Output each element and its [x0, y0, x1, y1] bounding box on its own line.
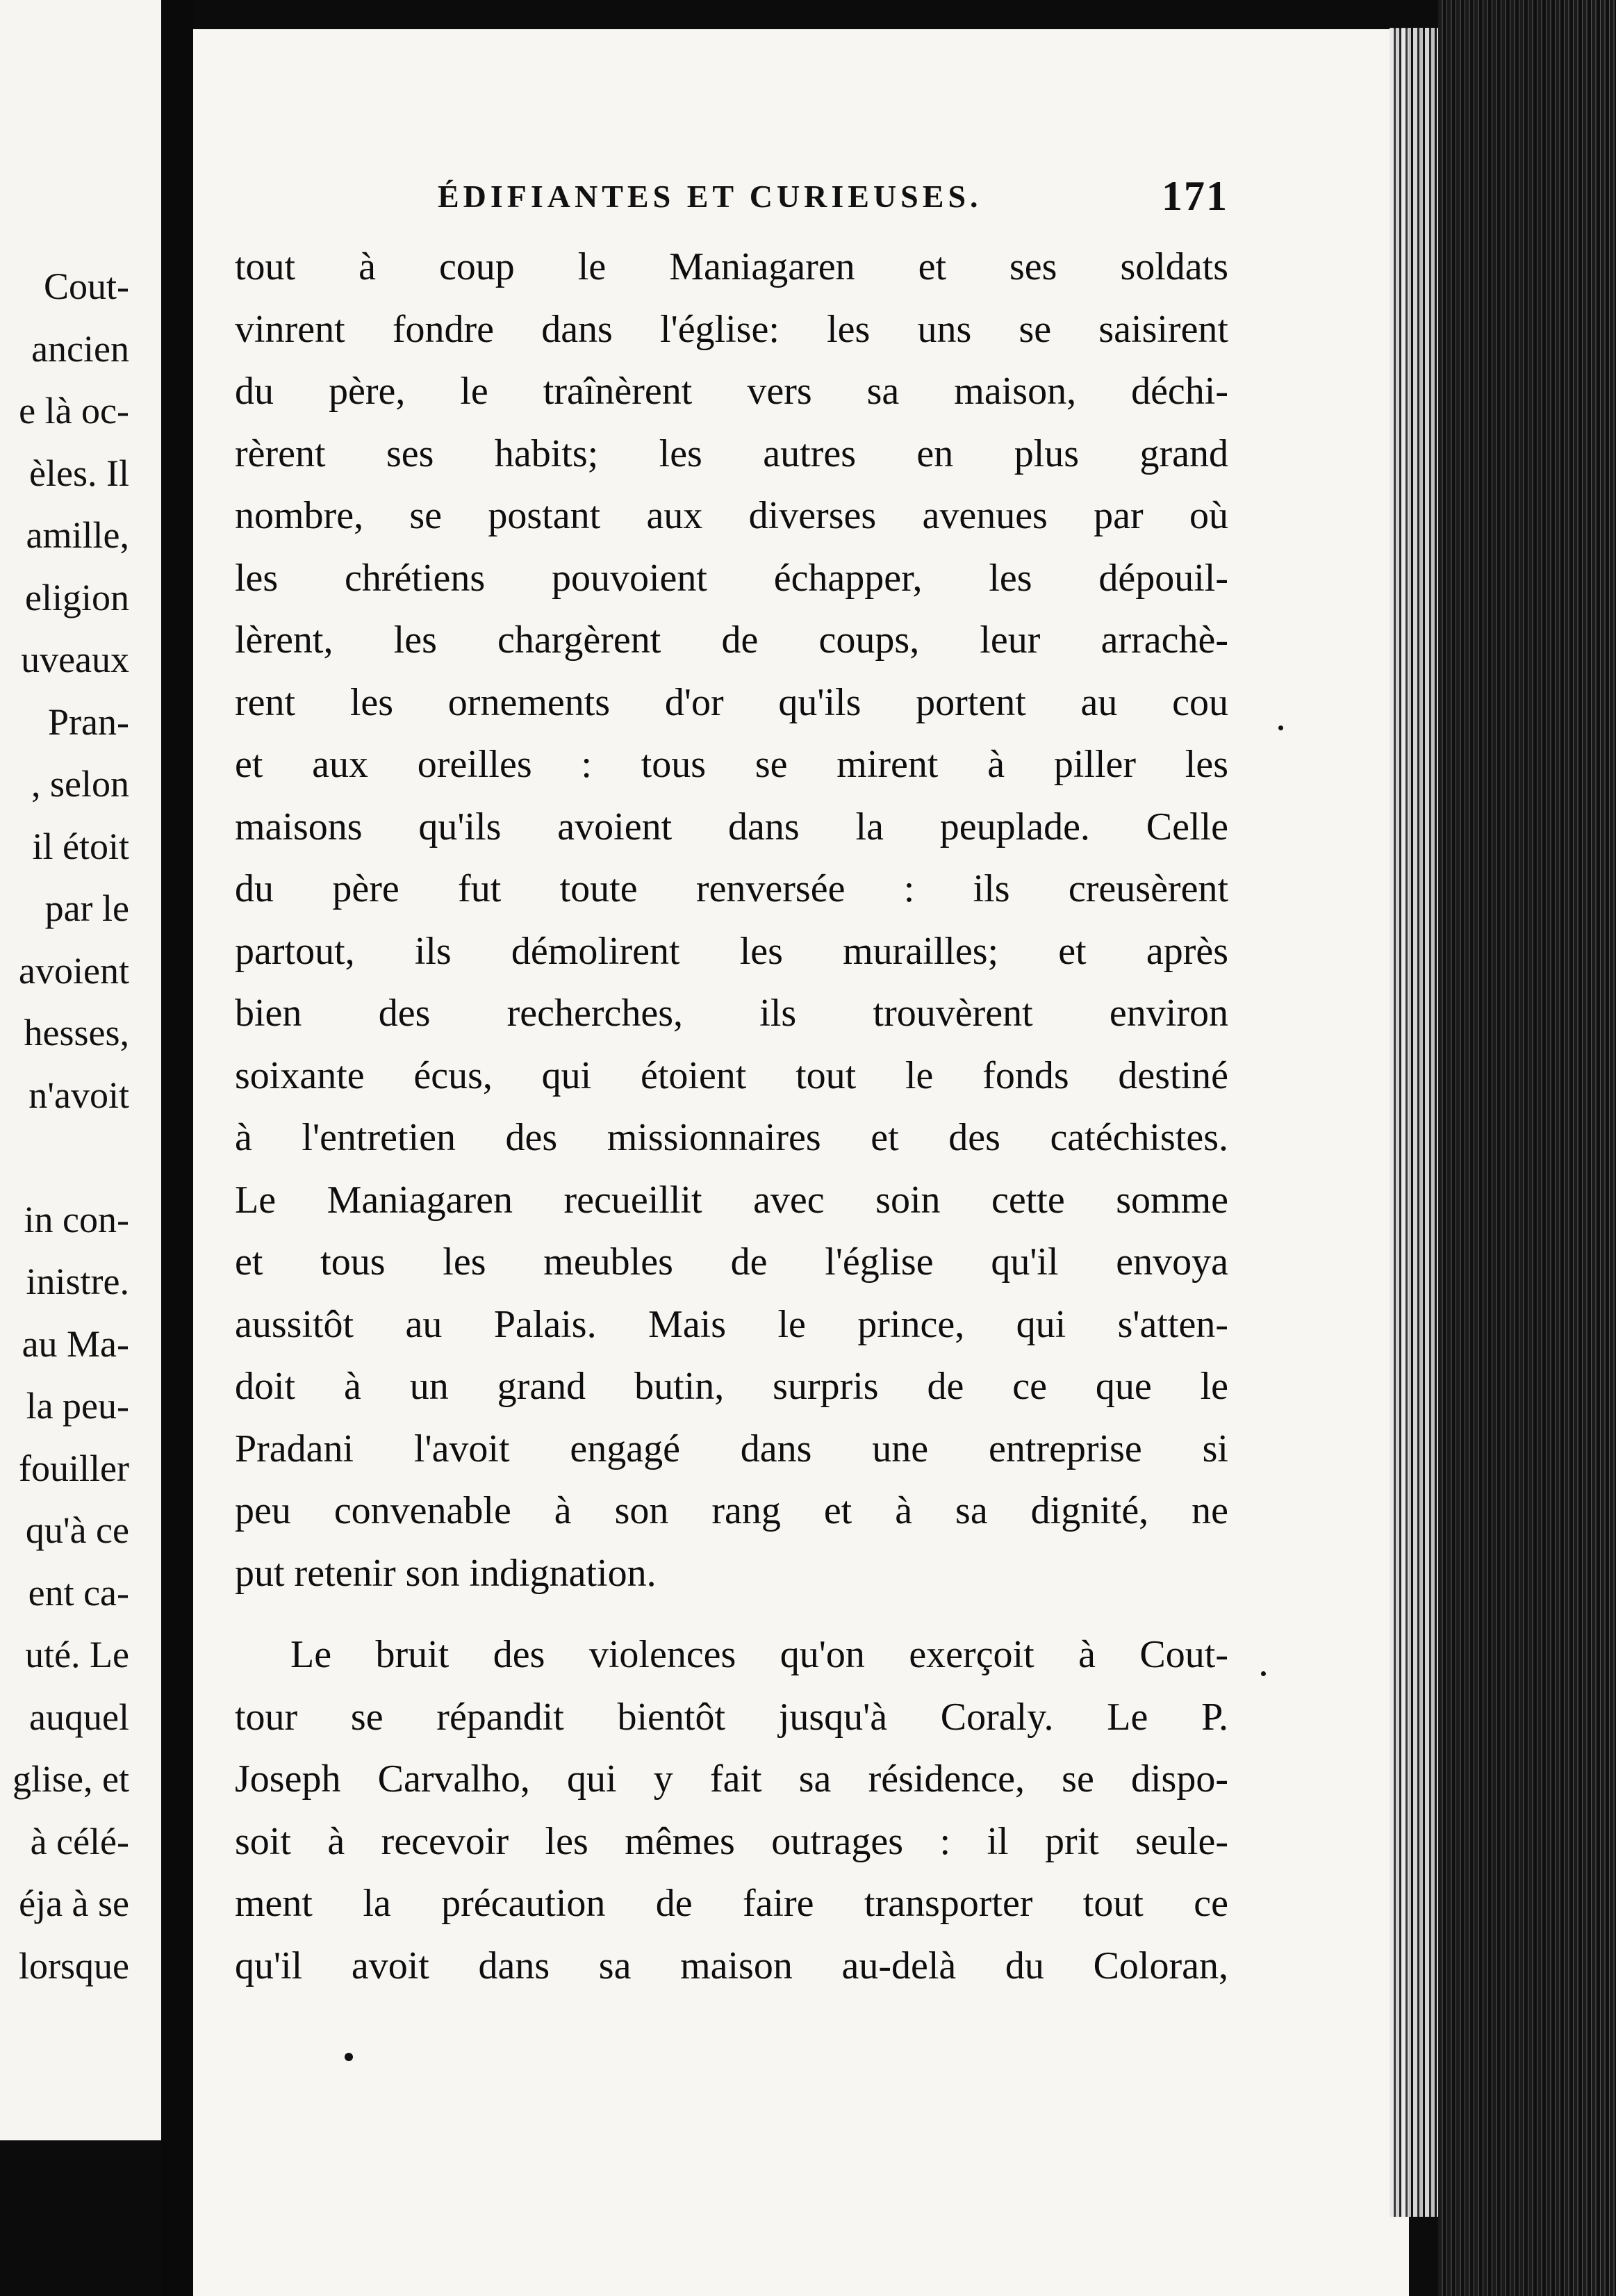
- left-page-line: par le: [44, 887, 129, 929]
- left-page-line: à célé-: [30, 1820, 129, 1862]
- text-line: partout, ils démolirent les murailles; et après: [235, 929, 1228, 973]
- text-line: nombre, se postant aux diverses avenues par où: [235, 494, 1228, 537]
- left-page-line: in con-: [24, 1198, 129, 1240]
- text-line: ment la précaution de faire transporter tout ce: [235, 1882, 1228, 1925]
- left-page-text: [13, 256, 129, 1997]
- text-line: Le Maniagaren recueillit avec soin cette somme: [235, 1178, 1228, 1222]
- left-page-line: lorsque: [19, 1944, 129, 1987]
- text-line: aussitôt au Palais. Mais le prince, qui s'atten-: [235, 1302, 1228, 1346]
- left-page-line: e là oc-: [19, 390, 129, 432]
- ink-speck: [345, 2053, 353, 2061]
- text-line: les chrétiens pouvoient échapper, les dépouil-: [235, 556, 1228, 600]
- text-line: vinrent fondre dans l'église: les uns se saisirent: [235, 307, 1228, 351]
- text-line: peu convenable à son rang et à sa dignité, ne: [235, 1489, 1228, 1532]
- text-line: Pradani l'avoit engagé dans une entreprise si: [235, 1427, 1228, 1470]
- left-page-line: [13, 1126, 129, 1189]
- text-line: soit à recevoir les mêmes outrages : il prit seule-: [235, 1819, 1228, 1863]
- left-page-line: la peu-: [26, 1385, 129, 1427]
- page-number: 171: [1162, 173, 1228, 219]
- text-line: rèrent ses habits; les autres en plus grand: [235, 432, 1228, 475]
- left-page-line: avoient: [19, 949, 129, 992]
- left-page-line: fouiller: [19, 1447, 129, 1489]
- left-page-line: amille,: [26, 514, 129, 556]
- ink-speck: [1278, 725, 1283, 730]
- ink-speck: [1261, 1671, 1266, 1676]
- text-line: put retenir son indignation.: [235, 1551, 657, 1595]
- left-page-line: èles. Il: [29, 452, 129, 494]
- page-header: [235, 173, 1228, 227]
- text-line: lèrent, les chargèrent de coups, leur arrachè-: [235, 618, 1228, 662]
- left-page-line: hesses,: [24, 1012, 129, 1053]
- text-line: rent les ornements d'or qu'ils portent au cou: [235, 680, 1228, 724]
- text-line: Le bruit des violences qu'on exerçoit à Cout-: [290, 1633, 1228, 1676]
- left-page-line: au Ma-: [22, 1322, 129, 1365]
- left-page-line: n'avoit: [28, 1074, 129, 1116]
- left-page-line: qu'à ce: [25, 1509, 129, 1551]
- text-line: doit à un grand butin, surpris de ce que le: [235, 1365, 1228, 1408]
- text-line: bien des recherches, ils trouvèrent environ: [235, 992, 1228, 1035]
- text-line: Joseph Carvalho, qui y fait sa résidence, se dispo-: [235, 1757, 1228, 1801]
- running-title: ÉDIFIANTES ET CURIEUSES.: [438, 179, 982, 214]
- text-line: tour se répandit bientôt jusqu'à Coraly. Le P.: [235, 1695, 1228, 1739]
- left-page-line: ancien: [31, 327, 129, 370]
- text-line: et tous les meubles de l'église qu'il envoya: [235, 1240, 1228, 1284]
- left-page-line: ent ca-: [28, 1571, 129, 1614]
- text-line: du père fut toute renversée : ils creusèrent: [235, 867, 1228, 910]
- left-page-line: glise, et: [13, 1758, 129, 1800]
- text-line: à l'entretien des missionnaires et des catéchistes.: [235, 1116, 1228, 1159]
- left-page-line: Pran-: [48, 700, 129, 743]
- paragraph-1: [235, 236, 1228, 1605]
- left-page-line: uveaux: [21, 639, 129, 680]
- left-page-fragment: [0, 0, 161, 2140]
- left-page-line: Cout-: [43, 265, 129, 307]
- text-line: tout à coup le Maniagaren et ses soldats: [235, 245, 1228, 288]
- paragraph-2: [235, 1624, 1228, 1997]
- left-page-line: uté. Le: [25, 1634, 129, 1675]
- left-page-line: , selon: [31, 763, 129, 805]
- left-page-line: inistre.: [26, 1261, 129, 1302]
- left-page-line: eligion: [25, 576, 129, 618]
- book-gutter: [161, 0, 193, 2296]
- text-line: et aux oreilles : tous se mirent à piller les: [235, 743, 1228, 786]
- body-text: [235, 236, 1228, 1997]
- text-line: soixante écus, qui étoient tout le fonds destiné: [235, 1053, 1228, 1097]
- left-page-line: il étoit: [32, 825, 129, 867]
- book-fore-edge: [1438, 0, 1616, 2296]
- left-page-line: éja à se: [19, 1883, 129, 1924]
- text-line: maisons qu'ils avoient dans la peuplade. Celle: [235, 805, 1228, 848]
- text-line: du père, le traînèrent vers sa maison, déchi-: [235, 370, 1228, 413]
- text-line: qu'il avoit dans sa maison au-delà du Coloran,: [235, 1944, 1228, 1987]
- left-page-line: auquel: [29, 1696, 129, 1738]
